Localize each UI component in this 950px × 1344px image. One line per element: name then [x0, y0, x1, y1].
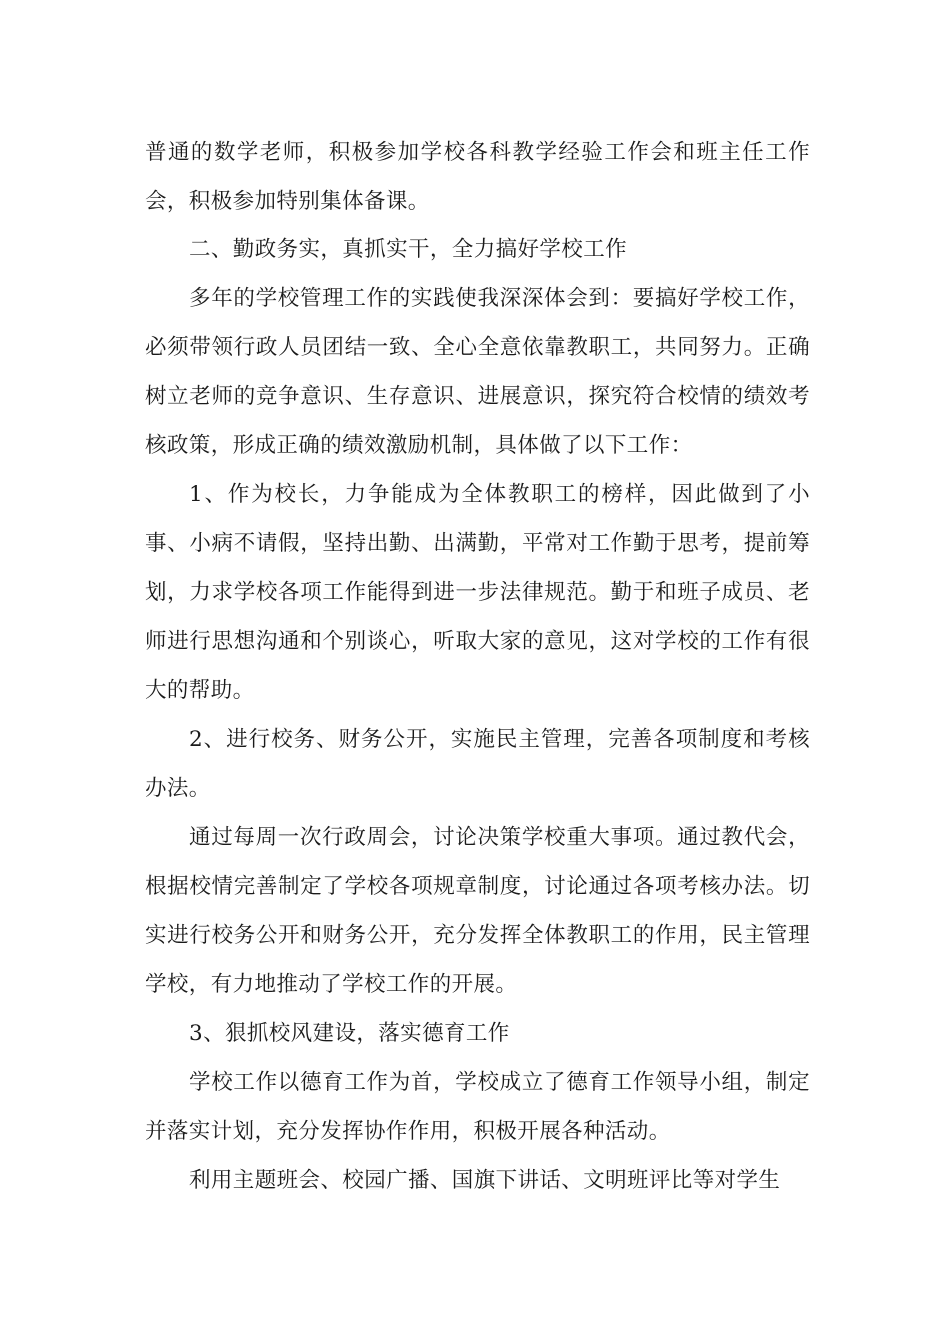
- paragraph-6: 通过每周一次行政周会，讨论决策学校重大事项。通过教代会，根据校情完善制定了学校各项规章制度，讨论通过各项考核办法。切实进行校务公开和财务公开，充分发挥全体教职工的作用，民主管理学校，有力地推动了学校工作的开展。: [145, 825, 810, 997]
- paragraph-3: 多年的学校管理工作的实践使我深深体会到：要搞好学校工作，必须带领行政人员团结一致、全心全意依靠教职工，共同努力。正确树立老师的竞争意识、生存意识、进展意识，探究符合校情的绩效考核政策，形成正确的绩效激励机制，具体做了以下工作：: [145, 286, 810, 458]
- paragraph-4: 1、作为校长，力争能成为全体教职工的榜样，因此做到了小事、小病不请假，坚持出勤、出满勤，平常对工作勤于思考，提前筹划，力求学校各项工作能得到进一步法律规范。勤于和班子成员、老师进行思想沟通和个别谈心，听取大家的意见，这对学校的工作有很大的帮助。: [145, 482, 810, 703]
- section-heading-2: 二、勤政务实，真抓实干，全力搞好学校工作: [189, 237, 628, 262]
- paragraph-5: 2、进行校务、财务公开，实施民主管理，完善各项制度和考核办法。: [145, 727, 810, 801]
- paragraph-8: 学校工作以德育工作为首，学校成立了德育工作领导小组，制定并落实计划，充分发挥协作作用，积极开展各种活动。: [145, 1070, 810, 1144]
- paragraph-9: 利用主题班会、校园广播、国旗下讲话、文明班评比等对学生: [189, 1168, 781, 1193]
- section-heading-7: 3、狠抓校风建设，落实德育工作: [189, 1021, 510, 1046]
- paragraph-1: 普通的数学老师，积极参加学校各科教学经验工作会和班主任工作会，积极参加特别集体备课。: [145, 140, 810, 214]
